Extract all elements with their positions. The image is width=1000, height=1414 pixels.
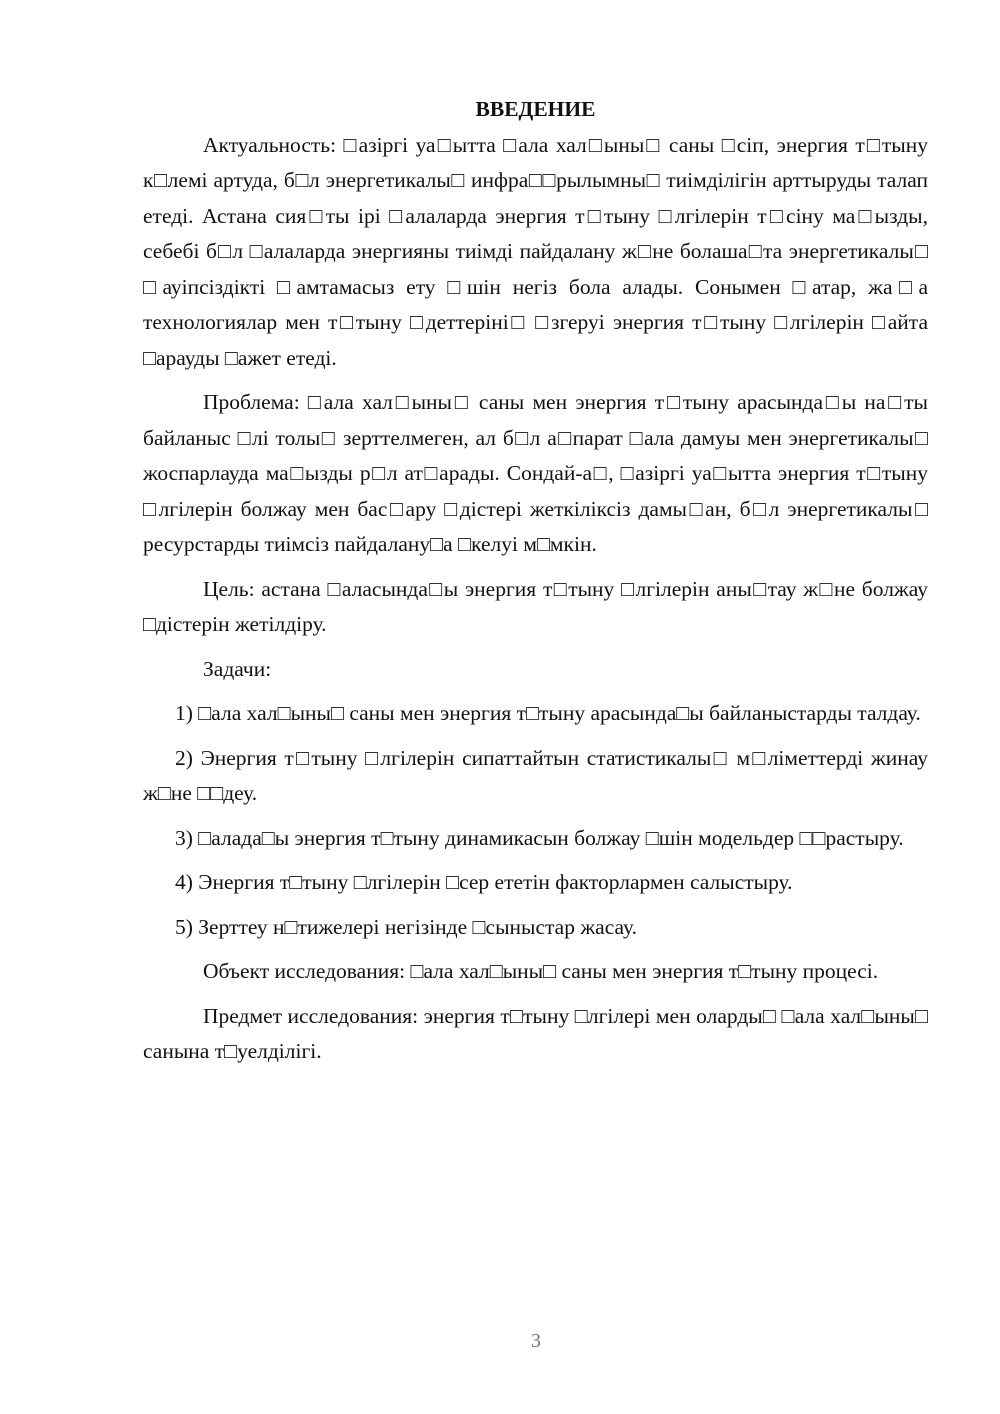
subject-paragraph: Предмет исследования: энергия т□тыну □лгілері мен оларды□ □ала хал□ыны□ санына т□уелділігі. (143, 1003, 928, 1063)
goal-paragraph: Цель: астана □аласында□ы энергия т□тыну □лгілерін аны□тау ж□не болжау □дістерін жетілдіру. (143, 576, 928, 636)
task-item-2: 2) Энергия т□тыну □лгілерін сипаттайтын статистикалы□ м□ліметтерді жинау ж□не □□деу. (143, 745, 928, 805)
problem-paragraph: Проблема: □ала хал□ыны□ саны мен энергия т□тыну арасында□ы на□ты байланыс □лі толы□ зерттелмеген, ал б□л а□парат □ала дамуы мен энергетикалы□ жоспарлауда ма□ызды р□л ат□арады. Сондай-а□, □азіргі уа□ытта энергия т□тыну □лгілерін болжау мен бас□ару □дістері жеткіліксіз дамы□ан, б□л энергетикалы□ ресурстарды тиімсіз пайдалану□а □келуі м□мкін. (143, 390, 928, 556)
document-page (143, 92, 928, 1070)
relevance-paragraph: Актуальность: □азіргі уа□ытта □ала хал□ыны□ саны □сіп, энергия т□тыну к□лемі артуда, б□л энергетикалы□ инфра□□рылымны□ тиімділігін арттыруды талап етеді. Астана сия□ты ірі □алаларда энергия т□тыну □лгілерін т□сіну ма□ызды, себебі б□л □алаларда энергияны тиімді пайдалану ж□не болаша□та энергетикалы□ □ауіпсіздікті □амтамасыз ету □шін негіз бола алады. Сонымен □атар, жа□а технологиялар мен т□тыну □деттеріні□ □згеруі энергия т□тыну □лгілерін □айта □арауды □ажет етеді. (143, 132, 928, 370)
task-item-3: 3) □алада□ы энергия т□тыну динамикасын болжау □шін модельдер □□растыру. (175, 825, 904, 850)
object-paragraph: Объект исследования: □ала хал□ыны□ саны мен энергия т□тыну процесі. (203, 959, 879, 983)
task-item-4: 4) Энергия т□тыну □лгілерін □сер ететін факторлармен салыстыру. (175, 870, 793, 894)
task-item-1: 1) □ала хал□ыны□ саны мен энергия т□тыну арасында□ы байланыстарды талдау. (175, 701, 921, 725)
section-heading: ВВЕДЕНИЕ (475, 97, 596, 121)
task-item-5: 5) Зерттеу н□тижелері негізінде □сыныстар жасау. (175, 914, 637, 939)
page-number: 3 (531, 1330, 541, 1352)
tasks-title: Задачи: (203, 656, 272, 681)
